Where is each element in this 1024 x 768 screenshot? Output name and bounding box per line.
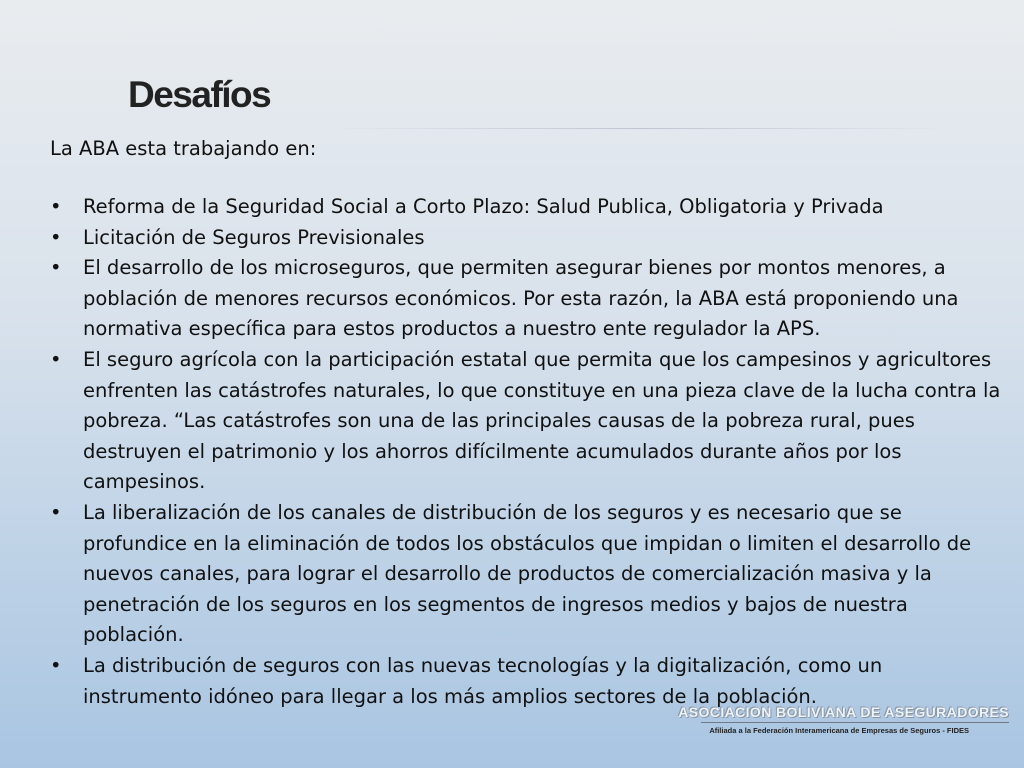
bullet-text: La distribución de seguros con las nuevas tecnologías y la digitalización, como un instrumento idóneo para llegar a los más amplios sectores de la población. bbox=[83, 653, 883, 708]
bullet-icon: • bbox=[50, 653, 62, 677]
bullet-text: El desarrollo de los microseguros, que permiten asegurar bienes por montos menores, a población de menores recursos económicos. Por esta razón, la ABA está proponiendo una normativa específica para estos productos a nuestro ente regulador la APS. bbox=[83, 256, 959, 341]
bullet-text: La liberalización de los canales de distribución de los seguros y es necesario que se profundice en la eliminación de todos los obstáculos que impidan o limiten el desarrollo de nuevos canales, para lograr el desarrollo de productos de comercialización masiva y la penetración de los seguros en los segmentos de ingresos medios y bajos de nuestra población. bbox=[83, 500, 972, 647]
bullet-item bbox=[50, 192, 1005, 223]
bullet-icon: • bbox=[50, 195, 62, 218]
bullet-item bbox=[50, 498, 1005, 651]
bullet-text: El seguro agrícola con la participación estatal que permita que los campesinos y agricultores enfrenten las catástrofes naturales, lo que constituye en una pieza clave de la lucha contra la pobreza. “Las catástrofes son una de las principales causas de la pobreza rural, pues destruyen el patrimonio y los ahorros difícilmente acumulados durante años por los campesinos. bbox=[83, 347, 1001, 494]
intro-text: La ABA esta trabajando en: bbox=[50, 137, 317, 160]
slide-title: Desafíos bbox=[128, 74, 271, 115]
bullet-text: Licitación de Seguros Previsionales bbox=[83, 225, 425, 249]
bullet-text: Reforma de la Seguridad Social a Corto Plazo: Salud Publica, Obligatoria y Privada bbox=[83, 195, 884, 218]
bullet-icon: • bbox=[50, 225, 62, 249]
bullet-list bbox=[50, 192, 1005, 712]
bullet-item bbox=[50, 651, 1005, 712]
footer-organization: ASOCIACION BOLIVIANA DE ASEGURADORES bbox=[678, 704, 1009, 720]
title-divider bbox=[330, 128, 950, 129]
bullet-icon: • bbox=[50, 256, 62, 280]
bullet-icon: • bbox=[50, 347, 62, 371]
bullet-item bbox=[50, 345, 1005, 498]
footer-affiliation: Afiliada a la Federación Interamericana de Empresas de Seguros - FIDES bbox=[709, 726, 969, 735]
footer-divider bbox=[701, 722, 1009, 723]
bullet-item bbox=[50, 223, 1005, 254]
bullet-icon: • bbox=[50, 500, 62, 524]
bullet-item bbox=[50, 253, 1005, 345]
